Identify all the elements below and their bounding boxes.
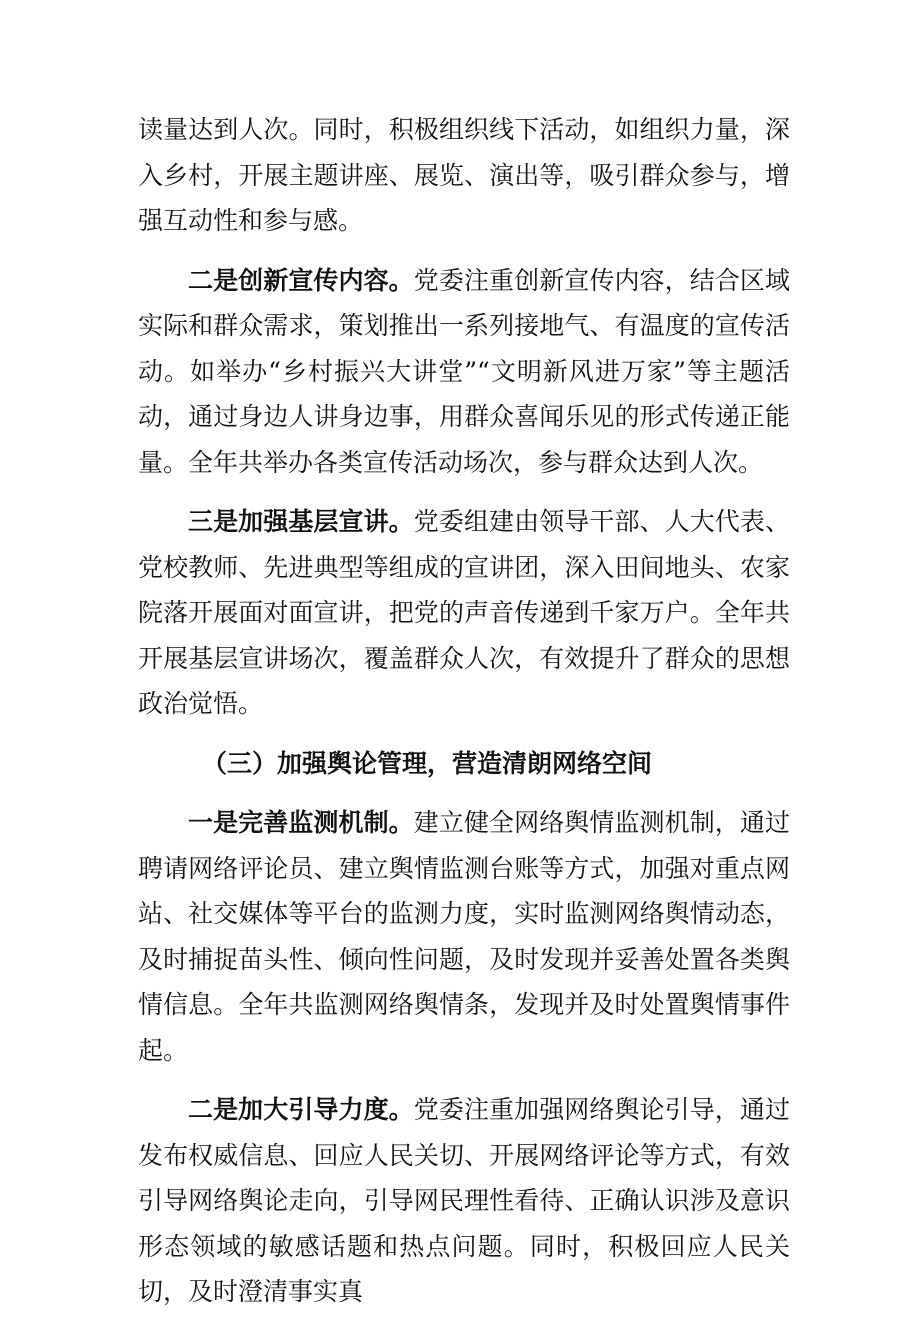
paragraph-lead: 一是完善监测机制。 bbox=[188, 808, 414, 837]
paragraph-lead: 三是加强基层宣讲。 bbox=[188, 507, 414, 536]
paragraph-lead: 二是创新宣传内容。 bbox=[188, 265, 414, 295]
paragraph-grassroots-lectures bbox=[138, 499, 790, 727]
document-body bbox=[138, 107, 790, 1329]
paragraph-innovate-content bbox=[138, 258, 790, 486]
paragraph-text: 党委组建由领导干部、人大代表、党校教师、先进典型等组成的宣讲团，深入田间地头、农家院落开展面对面宣讲，把党的声音传递到千家万户。全年共开展基层宣讲场次，覆盖群众人次，有效提升了群众的思想政治觉悟。 bbox=[138, 507, 790, 718]
paragraph-guidance bbox=[138, 1087, 790, 1315]
paragraph-text: 党委注重创新宣传内容，结合区域实际和群众需求，策划推出一系列接地气、有温度的宣传活动。如举办“乡村振兴大讲堂”“文明新风进万家”等主题活动，通过身边人讲身边事，用群众喜闻乐见的形式传递正能量。全年共举办各类宣传活动场次，参与群众达到人次。 bbox=[138, 265, 790, 477]
paragraph-text: 读量达到人次。同时，积极组织线下活动，如组织力量，深入乡村，开展主题讲座、展览、演出等，吸引群众参与，增强互动性和参与感。 bbox=[138, 115, 790, 235]
paragraph-text: 党委注重加强网络舆论引导，通过发布权威信息、回应人民关切、开展网络评论等方式，有效引导网络舆论走向，引导网民理性看待、正确认识涉及意识形态领域的敏感话题和热点问题。同时，积极回应人民关切，及时澄清事实真 bbox=[138, 1095, 790, 1306]
paragraph-text: 建立健全网络舆情监测机制，通过聘请网络评论员、建立舆情监测台账等方式，加强对重点网站、社交媒体等平台的监测力度，实时监测网络舆情动态，及时捕捉苗头性、倾向性问题，及时发现并妥善处置各类舆情信息。全年共监测网络舆情条，发现并及时处置舆情事件起。 bbox=[138, 808, 790, 1065]
paragraph-lead: 二是加大引导力度。 bbox=[188, 1095, 414, 1124]
paragraph-monitoring-mechanism bbox=[138, 800, 790, 1073]
section-heading: （三）加强舆论管理，营造清朗网络空间 bbox=[202, 748, 653, 778]
paragraph-continuation bbox=[138, 107, 790, 244]
